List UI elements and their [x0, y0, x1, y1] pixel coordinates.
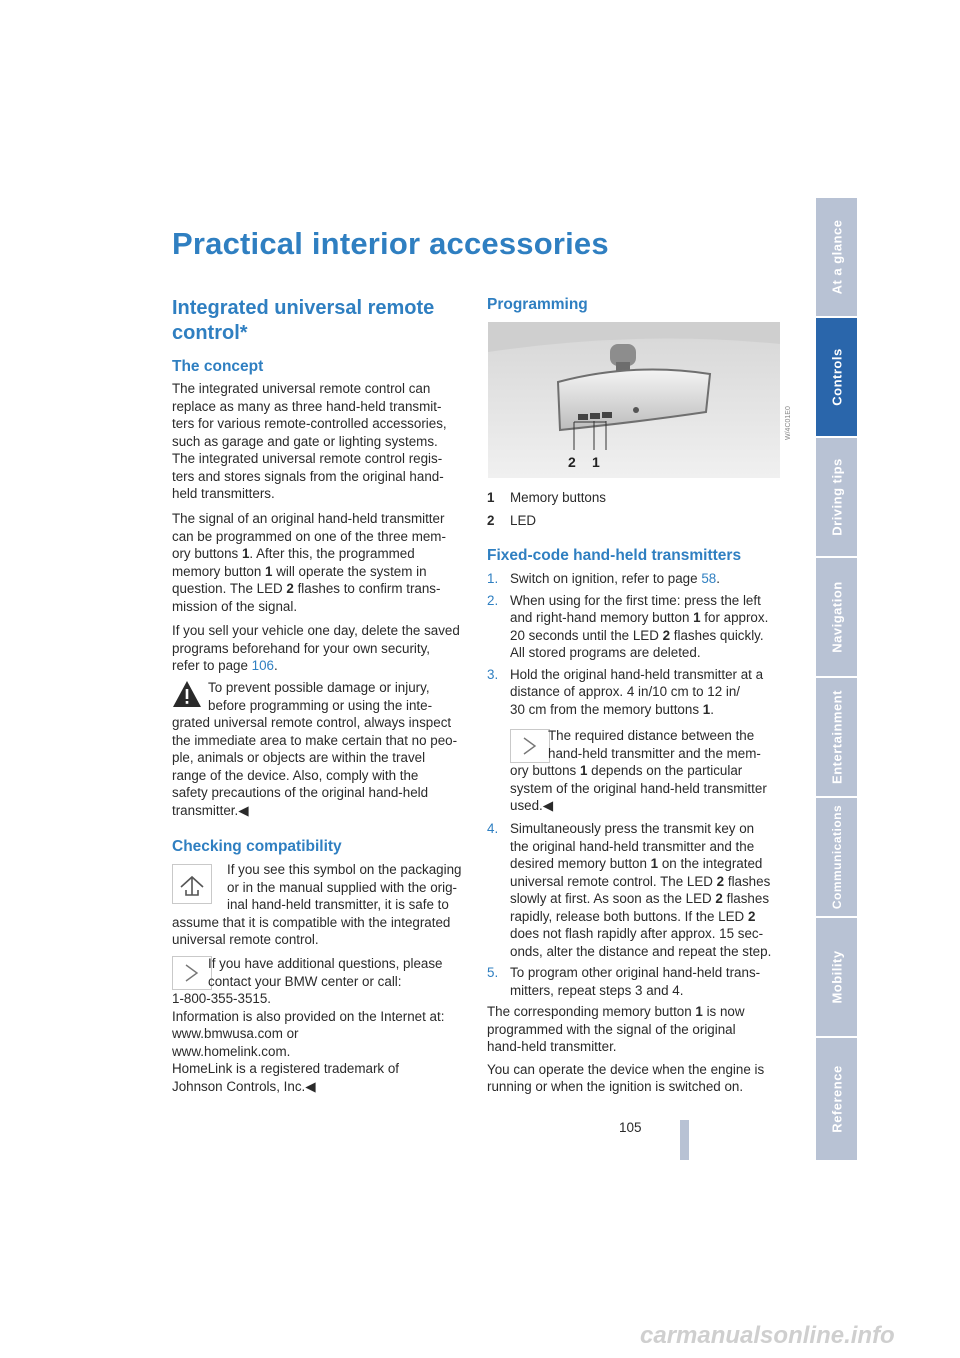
tab-entertainment[interactable]: Entertainment: [816, 678, 857, 798]
programming-steps-continued: [487, 820, 783, 1096]
step-5: 5. To program other original hand-held trans- mitters, repeat steps 3 and 4.: [487, 965, 761, 998]
distance-note: The required distance between the hand-held transmitter and the mem- ory buttons 1 depends on the particular system of the original hand-held transmitter used.◀: [510, 728, 767, 813]
page-marker: [680, 1120, 689, 1160]
page-number: 105: [619, 1120, 642, 1135]
page-106-link[interactable]: 106: [251, 658, 274, 673]
contact-note: If you have additional questions, please contact your BMW center or call: 1-800-355-3515. Information is also provided on the Internet at: www.bmwusa.com or www.homelink.com. HomeLink is a registered trademark of Johnson Controls, Inc.◀: [172, 956, 445, 1094]
operation-paragraph: You can operate the device when the engine is running or when the ignition is switched on.: [487, 1061, 765, 1094]
rearview-mirror-illustration: [488, 322, 780, 478]
compatibility-heading: Checking compatibility: [172, 838, 342, 855]
tab-reference[interactable]: Reference: [816, 1038, 857, 1162]
step-4: 4. Simultaneously press the transmit key on the original hand-held transmitter and the desired memory button 1 on the integrated universal remote control. The LED 2 flashes slowly at first. As soon as the LED 2 flashes rapidly, release both buttons. If the LED 2 does not flash rapidly after approx. 15 sec- onds, alter the distance and repeat the step.: [487, 821, 772, 959]
concept-paragraph-1: The integrated universal remote control can replace as many as three hand-held transmit- ters for various remote-controlled accessories, such as garage and gate or lighting systems. The integrated universal remote control regis- ters and stores signals from the original hand- held transmitters.: [172, 381, 447, 501]
step-1: 1. Switch on ignition, refer to page 58.: [487, 571, 720, 586]
section-tabs: [816, 198, 857, 1160]
programming-steps: [487, 570, 783, 718]
section-heading: Integrated universal remote control*: [172, 297, 435, 344]
warning-note: To prevent possible damage or injury, before programming or using the inte- grated universal remote control, always inspect the immediate area to make certain that no peo- ple, animals or objects are within the travel range of the device. Also, comply with the safety precautions of the original hand-held transmitter.◀: [172, 680, 458, 818]
tab-navigation[interactable]: Navigation: [816, 558, 857, 678]
programming-heading: Programming: [487, 296, 588, 313]
watermark: carmanualsonline.info: [640, 1322, 895, 1349]
figure-legend: [487, 489, 783, 529]
figure-label-1: 1: [592, 454, 600, 470]
concept-paragraph-2: The signal of an original hand-held transmitter can be programmed on one of the three mem- ory buttons 1. After this, the programmed memory button 1 will operate the system in question. The LED 2 flashes to confirm trans- mission of the signal.: [172, 511, 446, 614]
tab-driving-tips[interactable]: Driving tips: [816, 438, 857, 558]
tab-at-a-glance[interactable]: At a glance: [816, 198, 857, 318]
step-2: 2. When using for the first time: press the left and right-hand memory button 1 for approx. 20 seconds until the LED 2 flashes quickly. All stored programs are deleted.: [487, 592, 769, 660]
tab-communications[interactable]: Communications: [816, 798, 857, 918]
fixed-code-heading: Fixed-code hand-held transmitters: [487, 547, 742, 564]
legend-item: 1 Memory buttons: [487, 490, 607, 505]
figure-code: W/4C01E0: [785, 406, 792, 440]
page-58-link[interactable]: 58: [701, 571, 717, 586]
figure-label-2: 2: [568, 454, 576, 470]
concept-heading: The concept: [172, 358, 264, 375]
page-title: Practical interior accessories: [172, 226, 609, 261]
step-3: 3. Hold the original hand-held transmitter at a distance of approx. 4 in/10 cm to 12 in/ 30 cm from the memory buttons 1.: [487, 666, 764, 717]
compatibility-note: If you see this symbol on the packaging or in the manual supplied with the orig- inal hand-held transmitter, it is safe to assume that it is compatible with the integrated universal remote control.: [172, 862, 462, 947]
result-paragraph: The corresponding memory button 1 is now programmed with the signal of the original hand-held transmitter.: [487, 1004, 745, 1054]
legend-item: 2 LED: [487, 512, 537, 528]
tab-mobility[interactable]: Mobility: [816, 918, 857, 1038]
concept-paragraph-3: If you sell your vehicle one day, delete the saved programs beforehand for your own security, refer to page 106.: [172, 623, 460, 673]
tab-controls[interactable]: Controls: [816, 318, 857, 438]
mirror-figure: [488, 322, 780, 478]
